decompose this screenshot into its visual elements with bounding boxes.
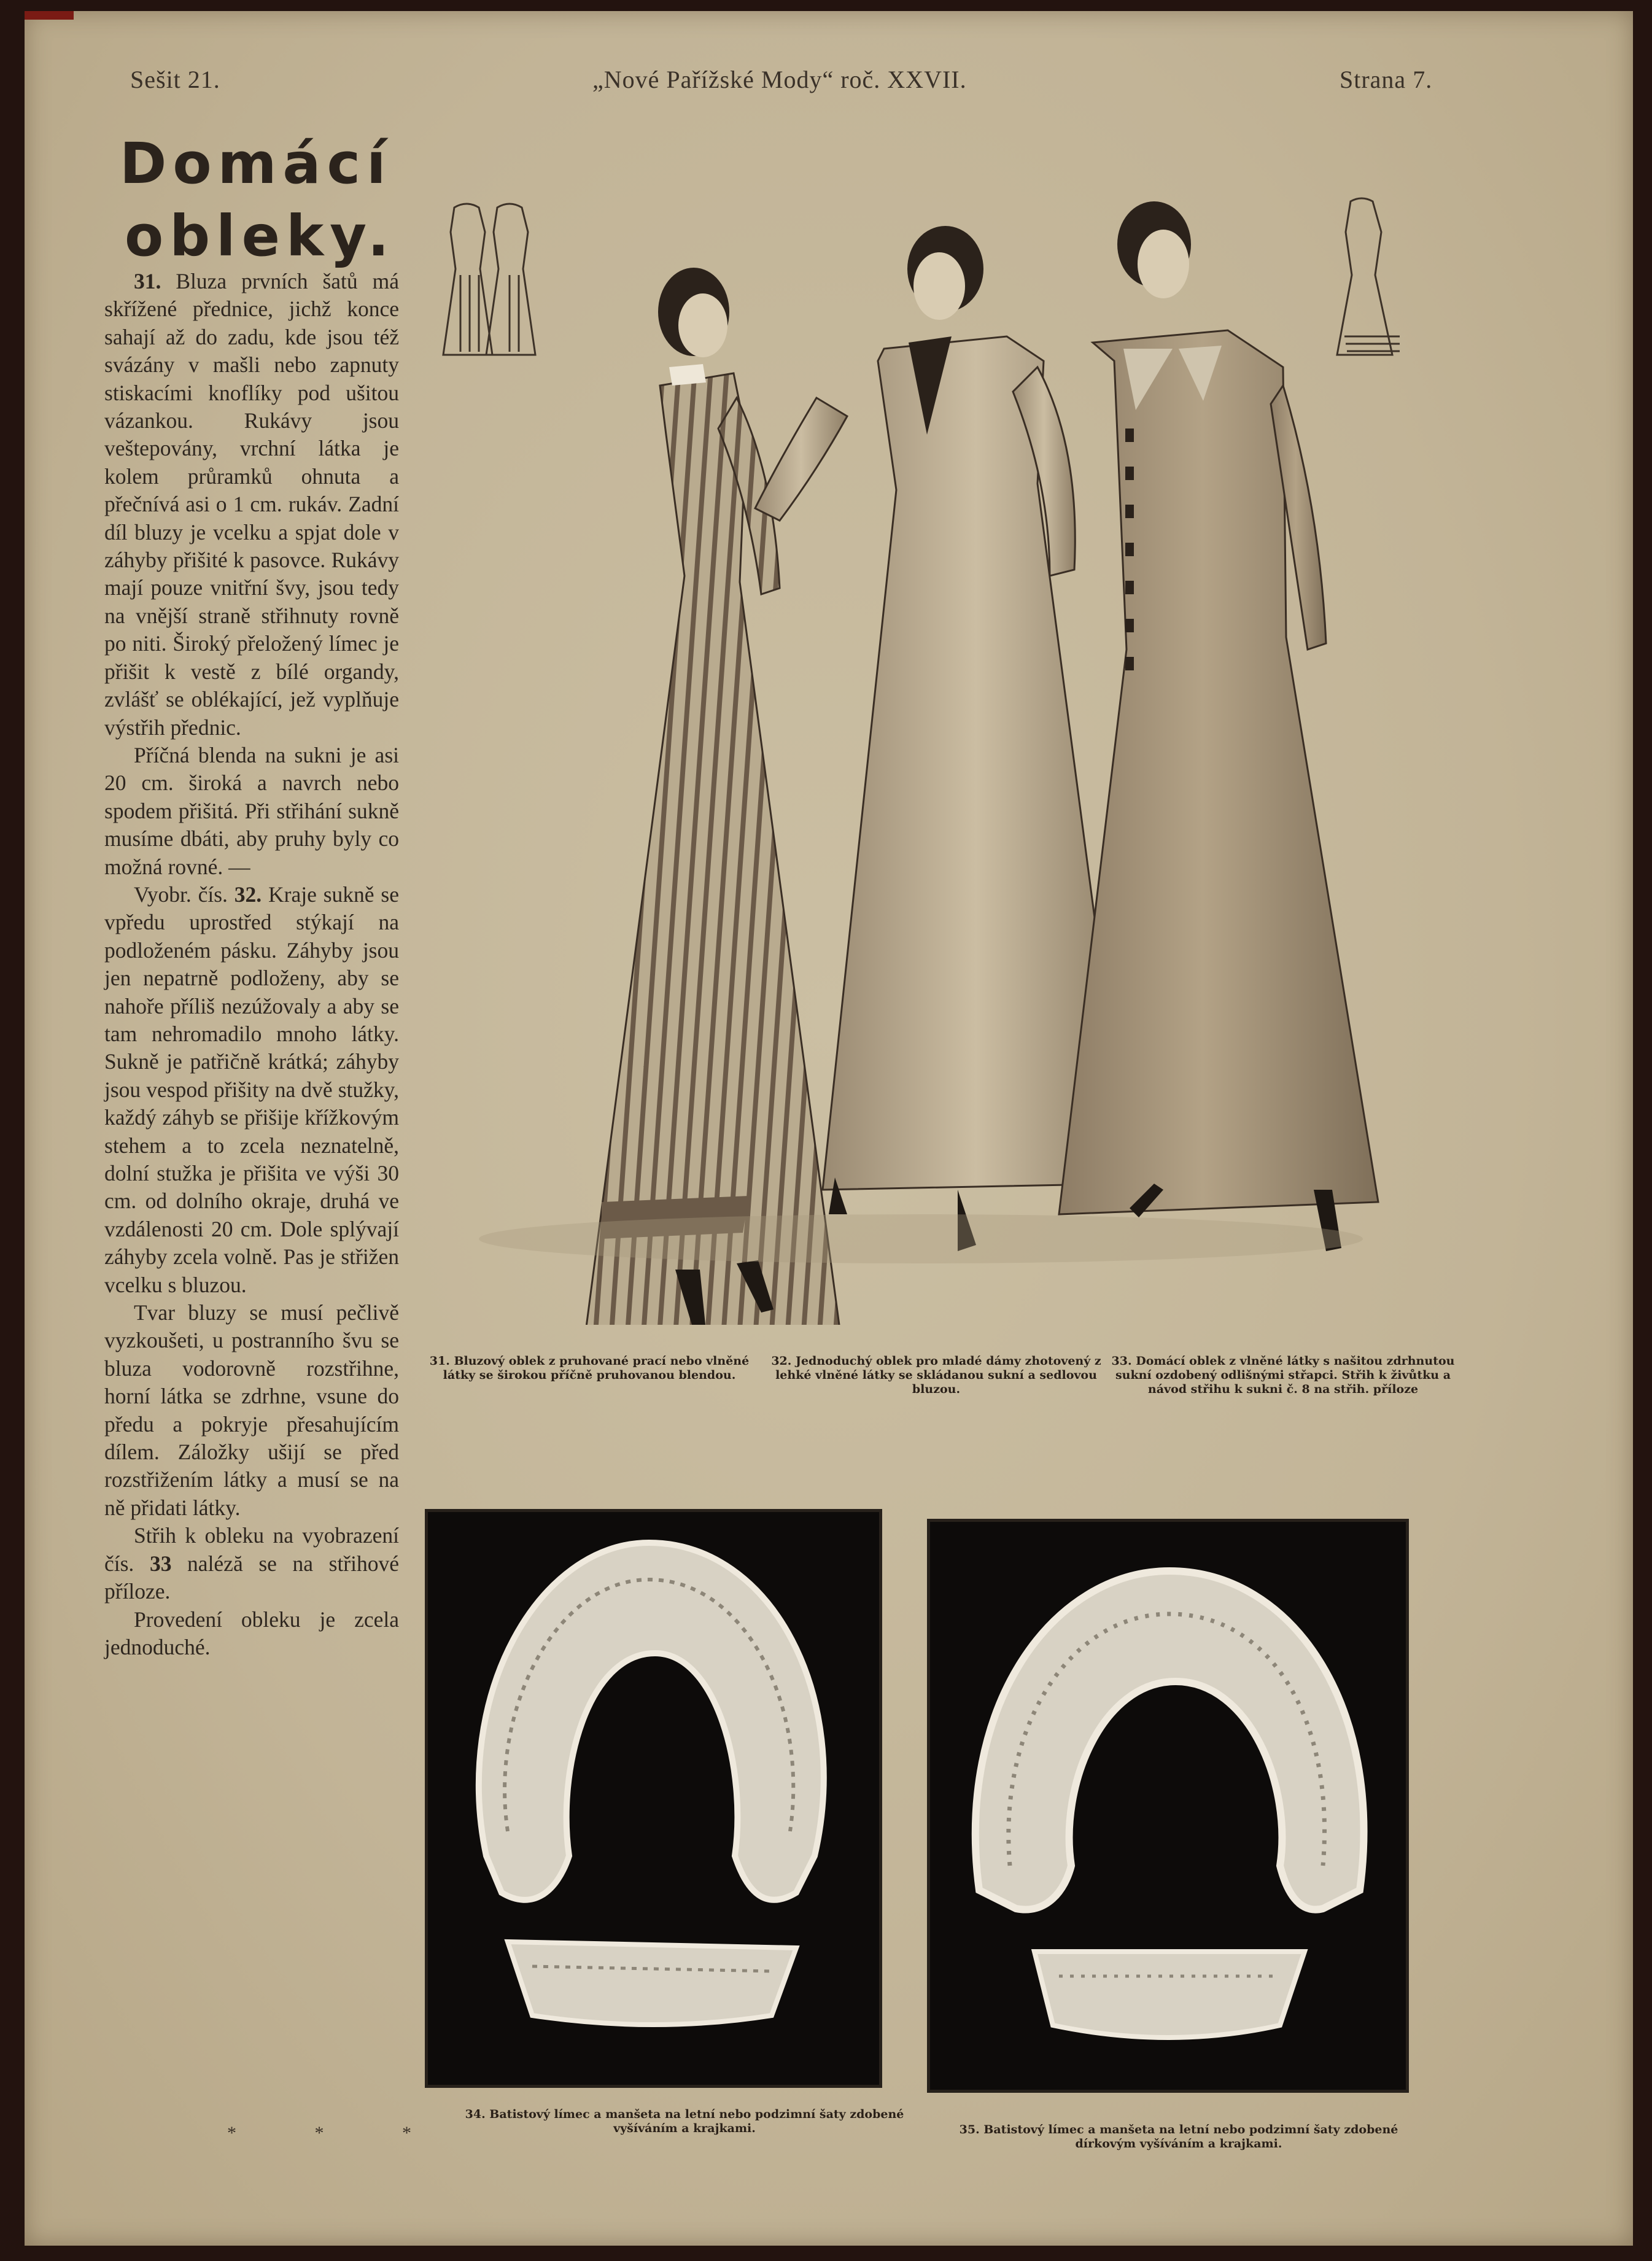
caption-figure-35: 35. Batistový límec a manšeta na letní nebo podzimní šaty zdobené dírkovým vyšíváním a krajkami. [959,2123,1398,2150]
paragraph-prefix: Vyobr. čís. [134,882,235,907]
end-mark: * * * [227,2123,448,2143]
figure-ref: 32. [234,882,262,907]
title-line-1: Domácí [120,131,392,196]
binding-edge-mark [25,11,74,20]
header-page-number: Strana 7. [1340,66,1433,93]
paragraph-text: Tvar bluzy se musí pečlivě vyzkoušeti, u postranního švu se bluza vodorovně rozstřihne, horní látka se zdrhne, vsune do předu a pokryje přesahujícím dílem. Záložky ušijí se před rozstřižením látky a musí se na ně přidati látky. [104,1300,399,1520]
paragraph-text: Kraje sukně se vpředu uprostřed stýkají na podloženém pásku. Záhyby jsou jen nepatrně podloženy, aby se nahoře příliš nezúžovaly a aby se tam nehromadilo mnoho látky. Sukně je patřičně krátká; záhyby jsou vespod přišity na dvě stužky, každý záhyb se přišije křížkovým stehem a to zcela neznatelně, dolní stužka je přišita ve výši 30 cm. od dolního okraje, druhá ve vzdálenosti 20 cm. Dole splývají záhyby zcela volně. Pas je střižen vcelku s bluzou. [104,882,400,1297]
photo-figure-35 [927,1519,1409,2093]
lace-collar-34-image [428,1512,879,2085]
magazine-page [25,11,1633,2246]
paragraph [104,1299,399,1522]
caption-figure-33: 33. Domácí oblek z vlněné látky s našitou zdrhnutou sukní ozdobený odlišnými střapci. Střih k živůtku a návod střihu k sukni č. 8 na střih. příloze [1111,1354,1455,1396]
paragraph-text: Příčná blenda na sukni je asi 20 cm. široká a navrch nebo spodem přišitá. Při střihání sukně musíme dbáti, aby pruhy byly co možná rovné. — [104,742,399,879]
paragraph [104,742,399,881]
paragraph-text: Bluza prvních šatů má skřížené přednice, jichž konce sahají až do zadu, kde jsou též svázány v mašli nebo zapnuty stiskacími knoflíky pod ušitou vázankou. Rukávy jsou veštepovány, vrchní látka je kolem průramků ohnuta a přečnívá asi o 1 cm. rukáv. Zadní díl bluzy je vcelku a spjat dole v záhyby přišité k pasovce. Rukávy mají pouze vnitřní švy, jsou tedy na vnější straně střihnuty rovně po niti. Široký přeložený límec je přišit k vestě z bílé organdy, zvlášť se oblékající, jež vyplňuje výstřih přednic. [104,269,399,740]
paragraph-text: naléză se na střihové příloze. [104,1551,399,1604]
paragraph-prefix: Střih k obleku na vyobrazení čís. [104,1523,399,1576]
fashion-illustration [417,183,1473,1325]
caption-figure-34: 34. Batistový límec a manšeta na letní nebo podzimní šaty zdobené vyšíváním a krajkami. [465,2108,904,2135]
pattern-sketch-33 [1337,198,1400,355]
paragraph [104,881,399,1299]
article-body [104,268,399,1661]
header-magazine-title: „Nové Pařížské Mody“ roč. XXVII. [592,66,967,93]
lace-collar-35-image [930,1522,1406,2090]
photo-figure-34 [425,1509,882,2088]
article-title [120,128,395,273]
paragraph [104,268,399,742]
paragraph [104,1522,399,1605]
figure-ref: 33 [149,1551,172,1576]
title-line-2: obleky. [125,203,395,269]
header-issue: Sešit 21. [130,66,220,93]
paragraph [104,1606,399,1662]
figure-ref: 31. [134,269,161,293]
pattern-sketch-31 [443,204,535,355]
paragraph-text: Provedení obleku je zcela jednoduché. [104,1607,399,1659]
caption-figure-31: 31. Bluzový oblek z pruhované prací nebo vlněné látky se širokou příčně pruhovanou blendou. [429,1354,750,1382]
caption-figure-32: 32. Jednoduchý oblek pro mladé dámy zhotovený z lehké vlněné látky se skládanou sukní a sedlovou bluzou. [771,1354,1101,1396]
figure-33-woman [1059,201,1378,1251]
